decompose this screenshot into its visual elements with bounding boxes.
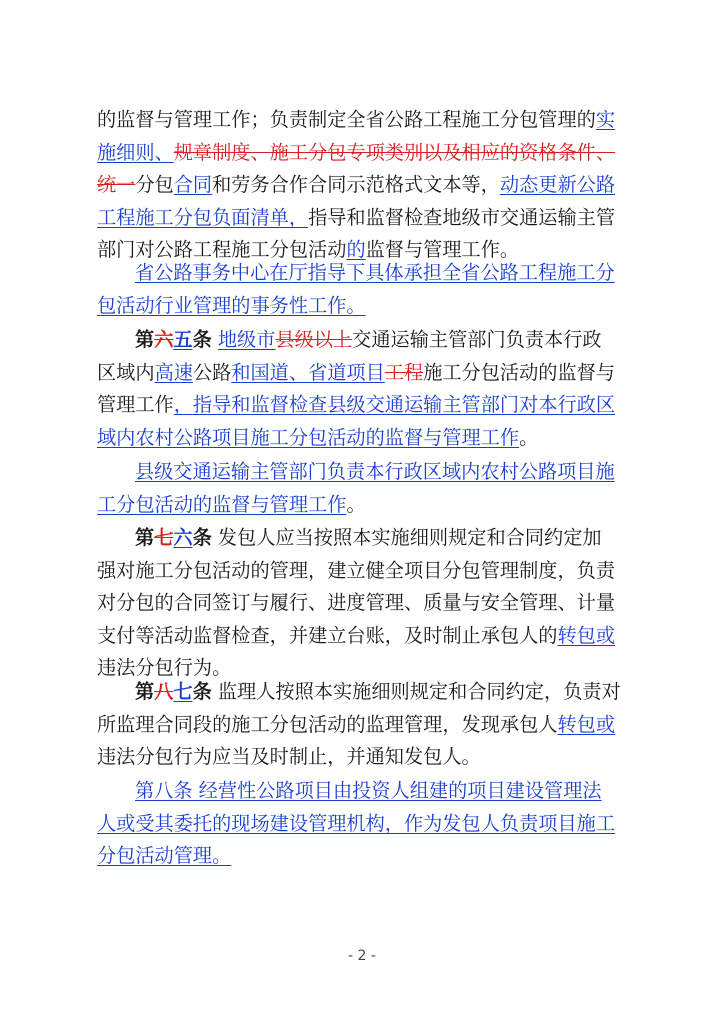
text-run: 第 [135, 526, 155, 549]
text-run: 第 [135, 328, 155, 351]
inserted-text: 地级市 [217, 328, 276, 351]
inserted-text: 域内农村公路项目施工分包活动的监督与管理工作 [97, 425, 520, 449]
inserted-text: 实 [595, 108, 616, 131]
text-run: 支付等活动监督检查，并建立台账，及时制止承包人的 [97, 623, 558, 647]
text-line [97, 676, 625, 709]
paragraph-highway-affairs-center [97, 257, 625, 322]
text-line [97, 257, 625, 290]
inserted-text: 五 [173, 328, 193, 351]
text-line [97, 741, 625, 774]
text-line [97, 422, 625, 455]
text-line [97, 290, 625, 323]
text-run: 监理人按照本实施细则规定和合同约定，负责对 [211, 680, 621, 703]
paragraph-article-8 [97, 775, 625, 873]
text-line [97, 389, 625, 422]
inserted-text: 分包活动管理。 [97, 844, 232, 867]
deleted-text: 八 [154, 680, 174, 703]
text-line [97, 324, 625, 357]
text-run: 管理工作 [97, 393, 174, 416]
text-run: 施工分包活动的监督与 [423, 360, 616, 384]
text-run: 。 [519, 425, 539, 449]
deleted-text: 统一 [97, 173, 136, 196]
text-line [97, 357, 625, 390]
text-line [97, 620, 625, 653]
inserted-text: 合同 [173, 173, 213, 196]
deleted-text: 县级以上 [275, 328, 353, 351]
text-line [97, 169, 625, 202]
text-run: 第 [135, 680, 155, 703]
text-run: 和劳务合作合同示范格式文本等， [212, 173, 500, 196]
text-line [97, 202, 625, 235]
text-run: 监督与管理工作。 [365, 238, 520, 261]
text-line [97, 840, 625, 873]
inserted-text: 七 [173, 680, 193, 703]
text-line [97, 587, 625, 620]
text-run: 发包人应当按照本实施细则规定和合同约定加 [211, 526, 602, 549]
inserted-text: 的 [346, 238, 366, 261]
inserted-text: 工程施工分包负面清单， [97, 205, 309, 229]
inserted-text: 省公路事务中心在厅指导下具体承担全省公路工程施工分 [135, 261, 615, 284]
text-run: 对分包的合同签订与履行、进度管理、质量与安全管理、计量 [97, 591, 616, 614]
deleted-text: 六 [154, 328, 174, 351]
inserted-text: 和国道、省道项目 [231, 360, 385, 384]
paragraph-supervision-duties [97, 104, 625, 267]
inserted-text: 转包或 [557, 712, 616, 736]
text-run: 交通运输主管部门负责本行政 [352, 328, 602, 351]
text-line [97, 555, 625, 588]
text-line [97, 808, 625, 841]
text-run: 指导和监督检查地级市交通运输主管 [308, 205, 616, 229]
inserted-text: 六 [173, 526, 193, 549]
inserted-text: 动态更新公路 [499, 173, 616, 196]
inserted-text: ，指导和监督检查县级交通运输主管部门对本行政区 [173, 393, 616, 416]
text-run: 条 [192, 680, 212, 703]
text-run: 条 [192, 526, 212, 549]
text-run: 。 [346, 492, 366, 516]
deleted-text: 工程 [384, 360, 424, 384]
paragraph-article-5 [97, 324, 625, 454]
inserted-text: 施细则、 [97, 140, 174, 164]
inserted-text: 高速 [154, 360, 193, 384]
paragraph-article-7 [97, 676, 625, 774]
text-line [97, 137, 625, 170]
text-run: 强对施工分包活动的管理，建立健全项目分包管理制度，负责 [97, 558, 616, 582]
text-run: 所监理合同段的施工分包活动的监理管理，发现承包人 [97, 712, 558, 736]
inserted-text: 包活动行业管理的事务性工作。 [97, 293, 366, 317]
text-run: 的监督与管理工作；负责制定全省公路工程施工分包管理的 [97, 108, 596, 131]
text-run: 条 [192, 328, 212, 351]
inserted-text: 工分包活动的监督与管理工作 [97, 492, 347, 516]
deleted-text: 规章制度、施工分包专项类别以及相应的资格条件、 [173, 140, 616, 164]
text-run: 部门对公路工程施工分包活动 [97, 238, 347, 261]
text-run: 公路 [192, 360, 232, 384]
paragraph-county-authority [97, 456, 625, 521]
deleted-text: 七 [154, 526, 174, 549]
inserted-text: 人或受其委托的现场建设管理机构，作为发包人负责项目施工 [97, 811, 616, 835]
inserted-text: 县级交通运输主管部门负责本行政区域内农村公路项目施 [135, 460, 615, 483]
text-line [97, 104, 625, 137]
paragraph-article-6 [97, 522, 625, 685]
text-run: 违法分包行为应当及时制止，并通知发包人。 [97, 745, 481, 768]
text-run: 违法分包行为。 [97, 656, 232, 679]
text-line [97, 709, 625, 742]
inserted-text: 第八条 经营性公路项目由投资人组建的项目建设管理法 [135, 779, 602, 802]
text-line [97, 522, 625, 555]
page-number: - 2 - [348, 948, 376, 964]
text-run: 区域内 [97, 360, 155, 384]
inserted-text: 转包或 [557, 623, 616, 647]
text-line [97, 489, 625, 522]
text-line [97, 456, 625, 489]
text-run: 分包 [135, 173, 174, 196]
text-line [97, 775, 625, 808]
